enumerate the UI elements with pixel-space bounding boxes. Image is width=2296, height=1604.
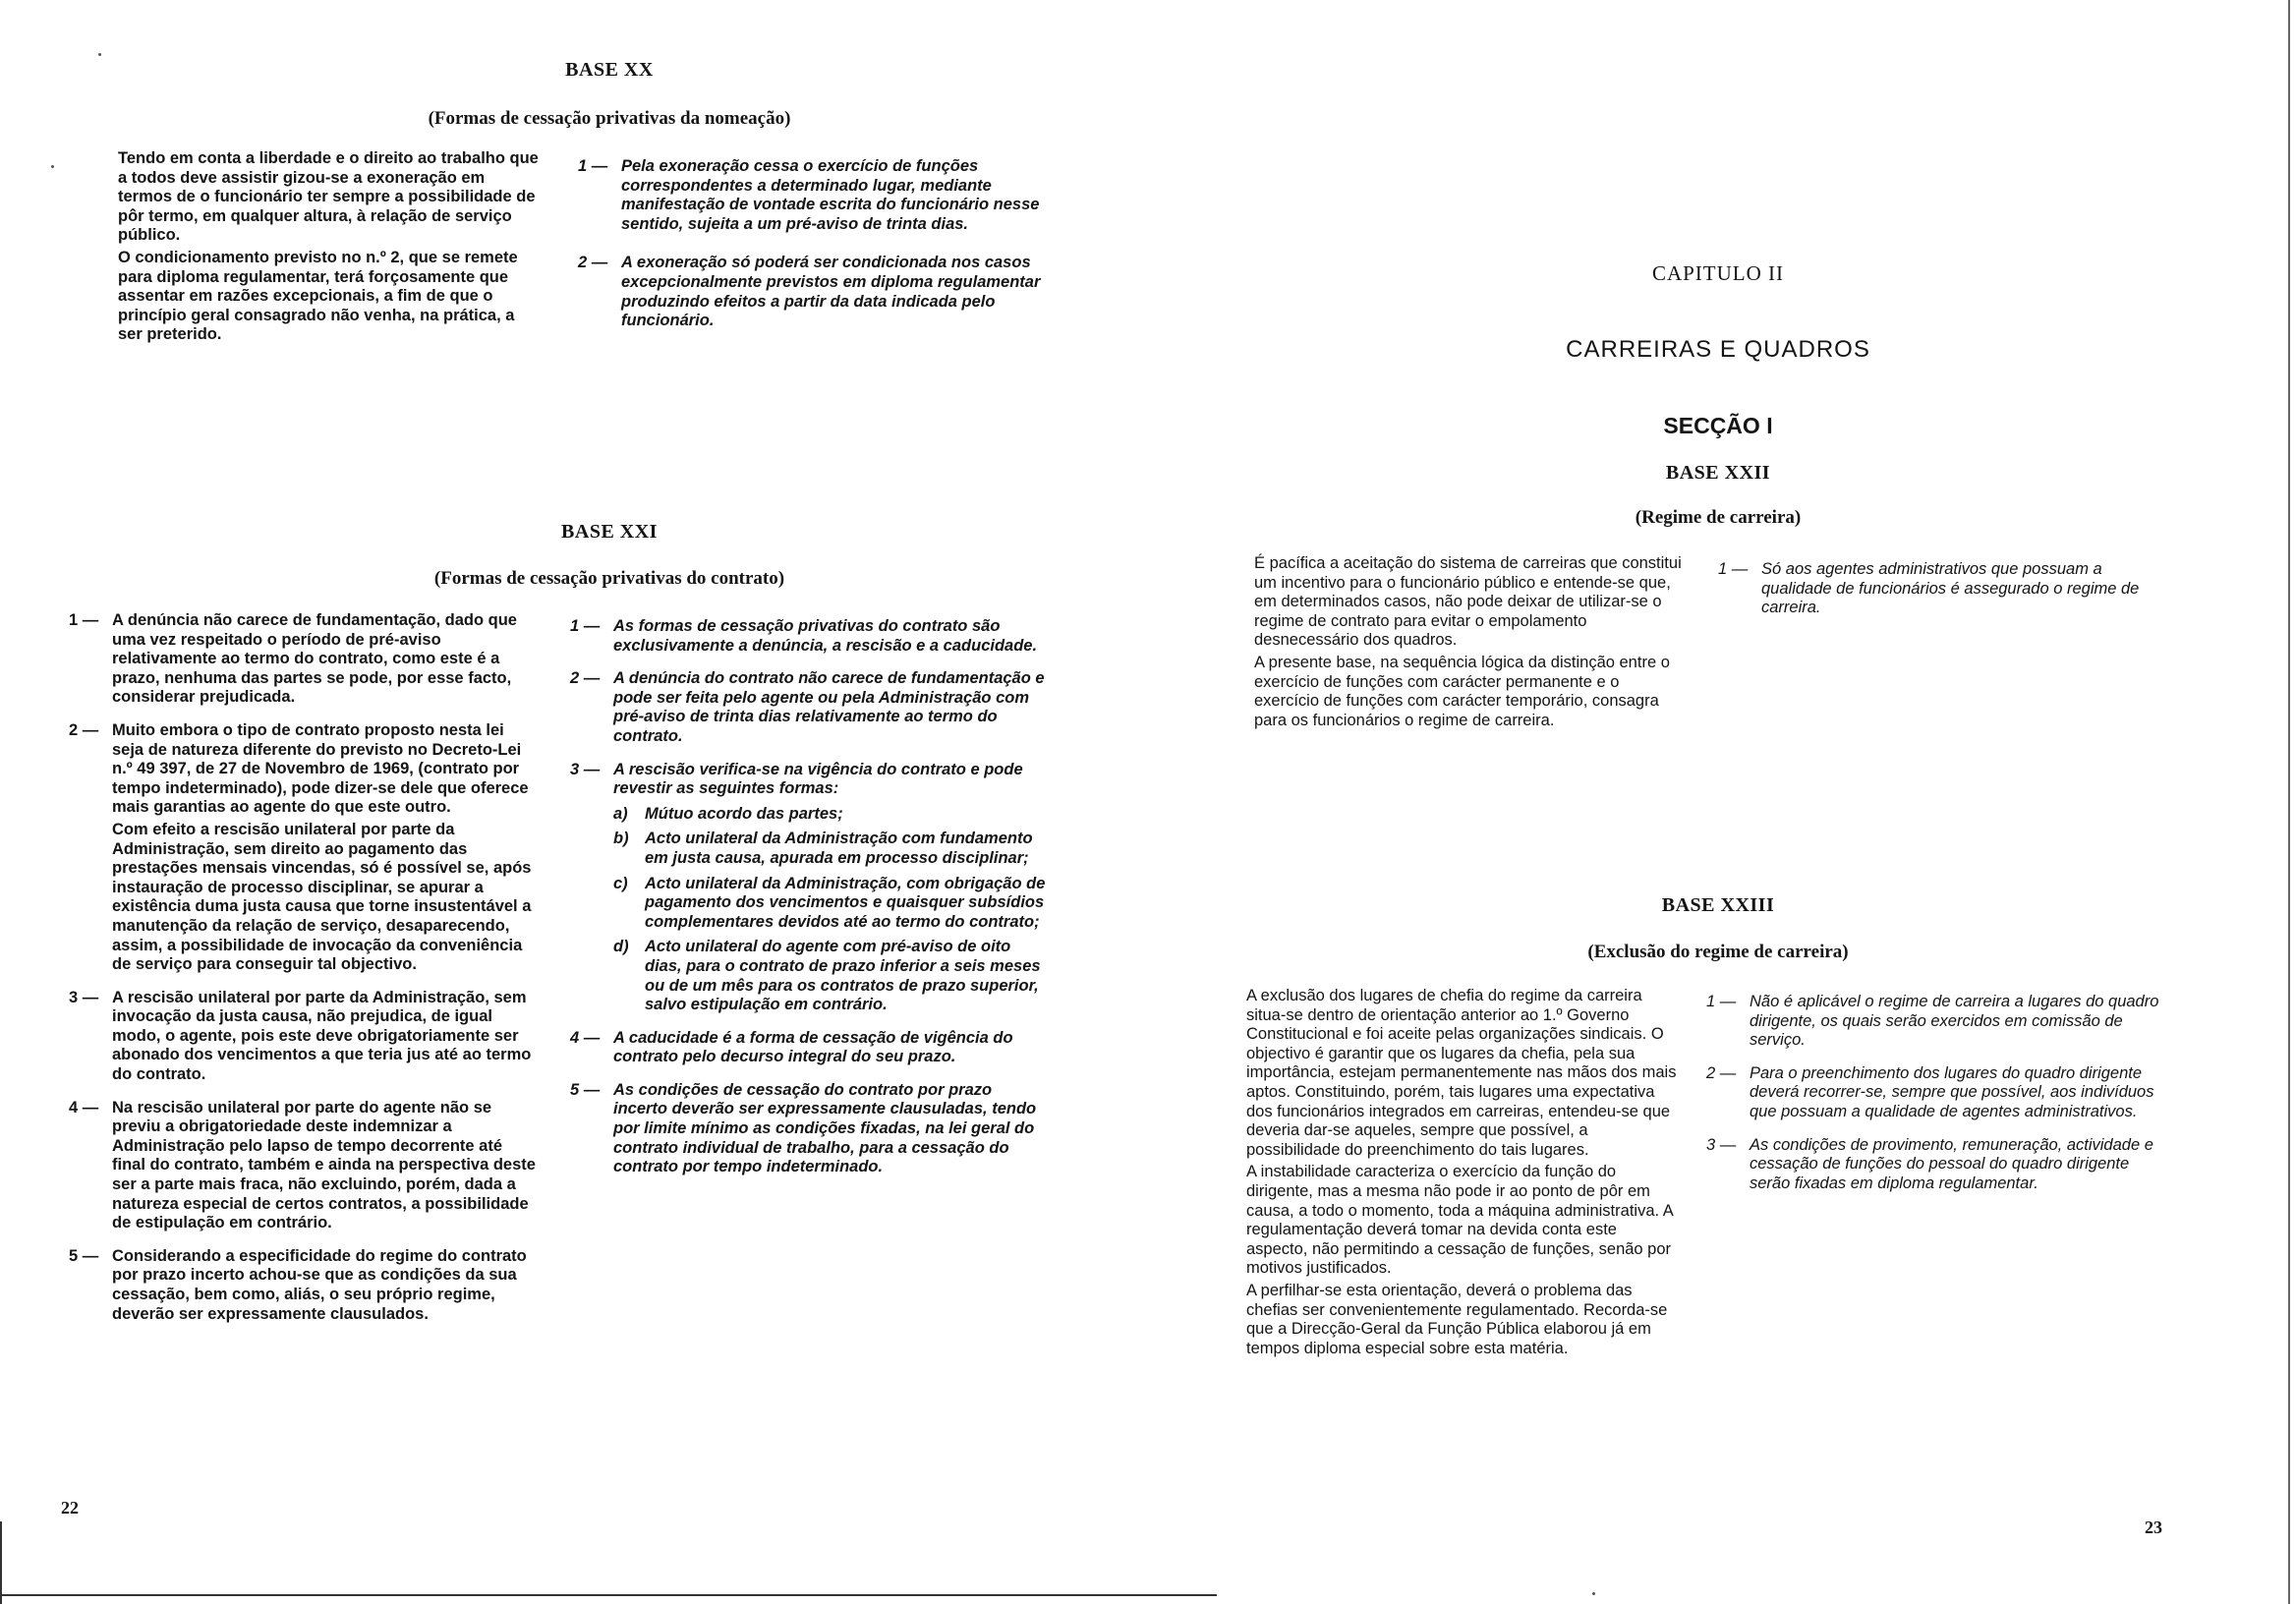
article-text: Para o preenchimento dos lugares do quadro dirigente deverá recorrer-se, sempre que possível, aos indivíduos que possuam a qualidade de agentes administrativos. — [1750, 1063, 2154, 1120]
paragraph: É pacífica a aceitação do sistema de carreiras que constitui um incentivo para o funcionário público e entende-se que, em determinados casos, não pode deixar de utilizar-se o regime de contrato para evitar o empolamento desnecessário dos quadros. — [1254, 554, 1682, 650]
article-item — [570, 761, 1046, 1015]
item-text: Na rescisão unilateral por parte do agente não se previu a obrigatoriedade deste indemnizar a Administração pelo lapso de tempo decorrente até final do contrato, também e ainda na perspectiva deste ser a parte mais fraca, não excluindo, porém, dada a natureza especial de certos contratos, a possibilidade de estipulação em contrário. — [112, 1098, 536, 1232]
base-xx-commentary — [118, 149, 541, 348]
article-number: 3 — — [570, 760, 601, 778]
article-number: 5 — — [570, 1080, 601, 1099]
item-text: A denúncia não carece de fundamentação, dado que uma vez respeitado o período de pré-aviso relativamente ao termo do contrato, como este é a prazo, nenhuma das partes se pode, por esse facto, considerar prejudicada. — [112, 611, 517, 707]
commentary-item — [69, 989, 539, 1085]
commentary-item — [69, 611, 539, 708]
item-number: 4 — — [69, 1098, 99, 1117]
base-xxii-title: BASE XXII — [1665, 462, 1771, 484]
article-text: Pela exoneração cessa o exercício de funções correspondentes a determinado lugar, mediante manifestação de vontade escrita do funcionário nesse sentido, sujeita a um pré-aviso de trinta dias. — [621, 157, 1040, 233]
item-text-continued: Com efeito a rescisão unilateral por parte da Administração, sem direito ao pagamento das prestações mensais vincendas, só é possível se, após instauração de processo disciplinar, se apurar a existência duma justa causa que torne insustentável a manutenção da relação de serviço, desaparecendo, assim, a possibilidade de invocação da conveniência de serviço para conseguir tal objectivo. — [112, 820, 532, 974]
article-text: A denúncia do contrato não carece de fundamentação e pode ser feita pelo agente ou pela Administração com pré-aviso de trinta dias relativamente ao termo do contrato. — [613, 669, 1045, 745]
article-number: 2 — — [570, 669, 601, 688]
chapter-label: CAPITULO II — [1651, 261, 1785, 285]
sub-item-letter: b) — [613, 830, 629, 848]
base-xxi-articles — [570, 617, 1046, 1191]
item-number: 1 — — [69, 611, 99, 629]
page-number: 22 — [61, 1498, 79, 1518]
paragraph: O condicionamento previsto no n.º 2, que se remete para diploma regulamentar, terá forçosamente que assentar em razões excepcionais, a fim de que o princípio geral consagrado não venha, na prática, a ser preterido. — [118, 248, 518, 344]
article-number: 3 — — [1706, 1135, 1737, 1154]
base-xxiii-commentary — [1246, 987, 1679, 1361]
article-number: 2 — — [578, 254, 608, 272]
base-xx-articles — [578, 157, 1046, 345]
scan-speck — [1592, 1592, 1595, 1595]
sub-item — [613, 875, 1046, 933]
article-number: 1 — — [1718, 560, 1749, 578]
base-xxii-commentary — [1254, 554, 1687, 733]
sub-item-text: Acto unilateral da Administração, com obrigação de pagamento dos vencimentos e quaisquer subsídios complementares devidos até ao termo do contrato; — [645, 874, 1046, 931]
commentary-item — [69, 1099, 539, 1233]
article-number: 1 — — [1706, 993, 1737, 1010]
article-item — [1706, 1064, 2168, 1122]
article-item — [578, 157, 1046, 234]
article-item — [570, 669, 1046, 746]
sub-item — [613, 830, 1046, 868]
base-xxiii-articles — [1706, 993, 2168, 1207]
sub-item-text: Acto unilateral do agente com pré-aviso de oito dias, para o contrato de prazo inferior a seis meses ou de um mês para os contratos de prazo superior, salvo estipulação em contrário. — [645, 938, 1041, 1014]
chapter-title: CARREIRAS E QUADROS — [1566, 336, 1870, 363]
base-xxii-articles — [1718, 560, 2172, 632]
section-title: SECÇÃO I — [1663, 413, 1773, 438]
right-page — [1219, 0, 2296, 1604]
item-text: A rescisão unilateral por parte da Administração, sem invocação da justa causa, não prejudica, de igual modo, o agente, pois este deve obrigatoriamente ser abonado dos vencimentos a que teria jus até ao termo do contrato. — [112, 988, 532, 1084]
article-text: As formas de cessação privativas do contrato são exclusivamente a denúncia, a rescisão e a caducidade. — [613, 617, 1038, 655]
paragraph: A perfilhar-se esta orientação, deverá o problema das chefias ser convenientemente regulamentado. Recorda-se que a Direcção-Geral da Função Pública elaborou já em tempos diploma especial sobre esta matéria. — [1246, 1281, 1668, 1357]
article-item — [570, 617, 1046, 656]
commentary-item — [69, 1247, 539, 1324]
base-xx-subtitle: (Formas de cessação privativas da nomeação) — [428, 108, 791, 129]
sub-item — [613, 805, 1046, 825]
sub-item-text: Mútuo acordo das partes; — [645, 804, 843, 823]
sub-item-letter: a) — [613, 804, 628, 823]
article-text: A rescisão verifica-se na vigência do contrato e pode revestir as seguintes formas: — [613, 760, 1023, 798]
article-item — [1718, 560, 2172, 618]
article-number: 4 — — [570, 1028, 601, 1047]
base-xxi-commentary — [69, 611, 539, 1338]
scan-speck — [51, 165, 54, 168]
article-item — [1706, 993, 2168, 1051]
article-item — [578, 254, 1046, 330]
base-xxi-title: BASE XXI — [561, 521, 658, 543]
article-text: As condições de provimento, remuneração, actividade e cessação de funções do pessoal do quadro dirigente serão fixadas em diploma regulamentar. — [1750, 1135, 2153, 1192]
base-xxi-subtitle: (Formas de cessação privativas do contrato) — [433, 568, 785, 589]
sub-item-letter: c) — [613, 874, 628, 892]
base-xxii-subtitle: (Regime de carreira) — [1635, 507, 1802, 528]
article-text: As condições de cessação do contrato por prazo incerto deverão ser expressamente clausuladas, tendo por limite mínimo as condições fixadas, na lei geral do contrato individual de trabalho, para a cessação do contrato por tempo indeterminado. — [613, 1080, 1037, 1176]
article-text: A caducidade é a forma de cessação de vigência do contrato pelo decurso integral do seu prazo. — [613, 1028, 1013, 1066]
article-text: A exoneração só poderá ser condicionada nos casos excepcionalmente previstos em diploma regulamentar produzindo efeitos a partir da data indicada pelo funcionário. — [621, 254, 1041, 330]
article-text: Só aos agentes administrativos que possuam a qualidade de funcionários é assegurado o regime de carreira. — [1761, 560, 2140, 617]
article-number: 1 — — [578, 157, 608, 175]
article-number: 1 — — [570, 617, 601, 635]
item-number: 3 — — [69, 988, 99, 1006]
commentary-item — [69, 721, 539, 975]
paragraph: A presente base, na sequência lógica da distinção entre o exercício de funções com carácter permanente e o exercício de funções com carácter temporário, consagra para os funcionários o regime de carreira. — [1254, 653, 1670, 729]
sub-item — [613, 938, 1046, 1014]
page-right-edge — [2288, 0, 2290, 1604]
page-number: 23 — [2145, 1518, 2162, 1537]
article-item — [570, 1081, 1046, 1177]
scan-speck — [98, 53, 101, 56]
item-text: Considerando a especificidade do regime do contrato por prazo incerto achou-se que as condições da sua cessação, bem como, aliás, o seu próprio regime, deverão ser expressamente clausulados. — [112, 1246, 527, 1323]
item-number: 2 — — [69, 720, 99, 739]
article-text: Não é aplicável o regime de carreira a lugares do quadro dirigente, os quais serão exercidos em comissão de serviço. — [1750, 993, 2159, 1050]
base-xxiii-subtitle: (Exclusão do regime de carreira) — [1587, 942, 1849, 962]
sub-item-text: Acto unilateral da Administração com fundamento em justa causa, apurada em processo disciplinar; — [645, 830, 1033, 867]
paragraph: Tendo em conta a liberdade e o direito ao trabalho que a todos deve assistir gizou-se a exoneração em termos de o funcionário ter sempre a possibilidade de pôr termo, em qualquer altura, à relação de serviço público. — [118, 149, 539, 245]
article-number: 2 — — [1706, 1063, 1737, 1082]
article-item — [1706, 1136, 2168, 1194]
paragraph: A instabilidade caracteriza o exercício da função do dirigente, mas a mesma não pode ir ao ponto de pôr em causa, a todo o momento, toda a máquina administrativa. A regulamentação deverá tomar na devida conta este aspecto, não permitindo a cessação de funções, senão por motivos justificados. — [1246, 1163, 1673, 1278]
page-bottom-rule — [0, 1594, 1217, 1596]
paragraph: A exclusão dos lugares de chefia do regime da carreira situa-se dentro de orientação anterior ao 1.º Governo Constitucional e foi aceite pelas organizações sindicais. O objectivo é garantir que os lugares da chefia, pela sua importância, estejam permanentemente nas mãos dos mais aptos. Constituindo, porém, tais lugares uma expectativa dos funcionários integrados em carreiras, entendeu-se que deveria dar-se aqueles, sempre que possível, a possibilidade do preenchimento do tais lugares. — [1246, 987, 1677, 1159]
item-number: 5 — — [69, 1246, 99, 1265]
article-item — [570, 1029, 1046, 1067]
base-xxiii-title: BASE XXIII — [1661, 894, 1775, 916]
page-left-edge — [0, 1521, 2, 1604]
item-text: Muito embora o tipo de contrato proposto nesta lei seja de natureza diferente do previsto no Decreto-Lei n.º 49 397, de 27 de Novembro de 1969, (contrato por tempo indeterminado), pode dizer-se dele que oferece mais garantias ao agente do que este outro. — [112, 720, 529, 817]
base-xx-title: BASE XX — [565, 59, 654, 81]
sub-item-letter: d) — [613, 938, 629, 956]
